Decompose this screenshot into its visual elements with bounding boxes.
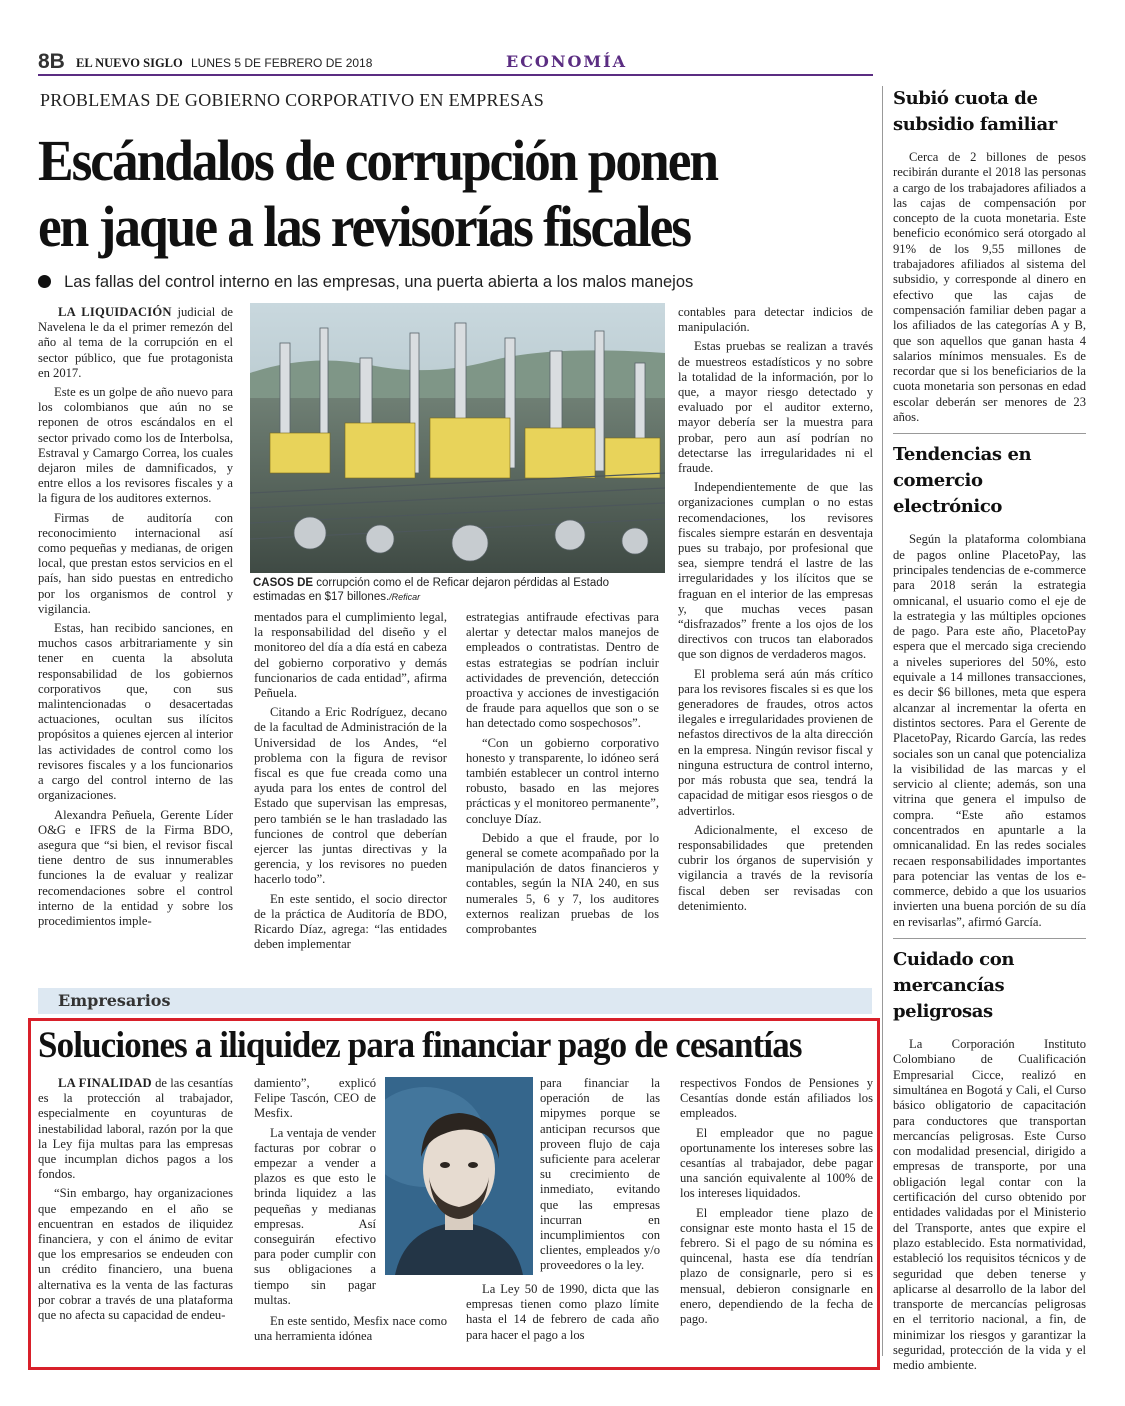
paragraph: respectivos Fondos de Pensiones y Cesantías donde están afiliados los empleados. (680, 1076, 873, 1121)
paragraph: estrategias antifraude efectivas para alertar y detectar malos manejos de empleados o contratistas. Dentro de estas estrategias se podrían incluir actividades de prevención, detección proactiva y acciones de investigación de fraude para aquellos que son o se han detectado como sospechosos”. (466, 610, 659, 731)
sidebar-divider (882, 86, 883, 1356)
paragraph: contables para detectar indicios de manipulación. (678, 305, 873, 335)
issue-date: LUNES 5 DE FEBRERO DE 2018 (191, 56, 373, 70)
sidebar-brief-text: La Corporación Instituto Colombiano de Cualificación Empresarial Cicce, realizó en simultánea en Bogotá y Cali, el Curso básico obligatorio de capacitación para conductores que transportan mercancías peligrosas. Este Curso con modalidad presencial, dirigido a empresas de transporte, por una obligación legal contar con la certificación del curso obtenido por entidades validadas por el Ministerio del Transporte, antes que expire el plazo establecido. Esta normatividad, estableció los requisitos técnicos y de seguridad que deben tenerse y aplicarse al desarrollo de la labor del transporte de mercancías peligrosas en el territorio nacional, a fin, de minimizar los riesgos y garantizar la seguridad, protección de la vida y el medio ambiente. (893, 1037, 1086, 1373)
paragraph: La Ley 50 de 1990, dicta que las empresas tienen como plazo límite hasta el 14 de febrero de cada año para hacer el pago a los (466, 1282, 659, 1342)
photo-credit: /Reficar (389, 592, 421, 602)
header-rule (38, 74, 873, 76)
article-kicker: PROBLEMAS DE GOBIERNO CORPORATIVO EN EMPRESAS (40, 90, 545, 110)
section-band (38, 988, 872, 1014)
paragraph: mentados para el cumplimiento legal, la responsabilidad del diseño y el monitoreo del día a día está en cabeza del gobierno corporativo y demás funcionarios de cada entidad”, afirma Peñuela. (254, 610, 447, 701)
paragraph: El empleador tiene plazo de consignar este monto hasta el 15 de febrero. Si el pago de su nómina es quincenal, hasta ese día tendrían plazo de consignarle, pero si es mensual, debieron consignarle en enero, dependiendo de la fecha de pago. (680, 1205, 873, 1327)
paragraph: Estas, han recibido sanciones, en muchos casos arbitrariamente y sin tener en cuenta la absoluta responsabilidad de los gobiernos corporativos que, con sus malintencionadas o desacertadas actuaciones, ocultan sus ilícitos propósitos a quienes ejercen al interior las actividades de control como los revisores fiscales y a los funcionarios a cargo del control interno de las organizaciones. (38, 621, 233, 803)
paragraph: Independientemente de que las organizaciones cumplan o no estas recomendaciones, los revisores fiscales siempre estarán en desventaja pues su trabajo, por profesional que sea, siempre tendrá el lastre de las irregularidades y los ilícitos que se fraguan en el interior de las empresas y, que muchas veces pasan “disfrazados” frente a los ojos de los directivos con trucos tan elaborados que son dignos de verdaderos magos. (678, 480, 873, 662)
sidebar-brief (893, 86, 1086, 425)
paragraph: Este es un golpe de año nuevo para los colombianos que aún no se reponen de otros escándalos en el sector privado como los de Interbolsa, Estraval y Camargo Correa, los cuales dejaron miles de damnificados, y entre ellos a los revisores fiscales y a la figura de los auditores externos. (38, 385, 233, 506)
bottom-column-3-bottom (466, 1282, 659, 1354)
sidebar (893, 86, 1086, 1382)
sidebar-separator (893, 938, 1086, 939)
paragraph: LA LIQUIDACIÓN judicial de Navelena le da el primer remezón del año al tema de la corrupción en el sector público, que fue protagonista en 2017. (38, 305, 233, 380)
sidebar-brief-text: Según la plataforma colombiana de pagos online PlacetoPay, las principales tendencias de e-commerce para 2018 serán la estrategia omnicanal, el usuario como el eje de la estrategia y las múltiples opciones de pago. Para este año, PlacetoPay espera que el mercado siga creciendo a niveles superiores del 50%, esto equivale a 14 millones transacciones, es decir $6 billones, meta que espera alcanzar al incrementar la oferta en distintos sectores. Para el Gerente de PlacetoPay, Ricardo García, las redes sociales son un canal que potencializa la visibilidad de las marcas y el servicio al cliente; además, son una vitrina que genera el impulso de compra. “Este año estamos concentrados en apuntarle a la omnicanalidad. En las redes sociales recaen responsabilidades importantes para potenciar las ventas de los e-commerce, debido a que los usuarios invierten una buena porción de su día en revisarlas”, afirmó García. (893, 532, 1086, 929)
photo-caption: CASOS DE corrupción como el de Reficar dejaron pérdidas al Estado estimadas en $17 billones./Reficar (253, 577, 610, 603)
sidebar-brief (893, 442, 1086, 930)
paragraph: para financiar la operación de las mipymes porque se anticipan recursos que proveen flujo de caja suficiente para acelerar su crecimiento de inmediato, evitando que las empresas incurran en incumplimientos con clientes, empleados y/o proveedores o la ley. (540, 1076, 660, 1273)
article-title-line1: Escándalos de corrupción ponen (38, 128, 718, 193)
bottom-column-3-top (540, 1076, 660, 1286)
sidebar-brief-title: Subió cuota de subsidio familiar (893, 88, 1057, 135)
paragraph: En este sentido, el socio director de la práctica de Auditoría de BDO, Ricardo Díaz, agrega: “las entidades deben implementar (254, 891, 447, 952)
lead-in: LA FINALIDAD (58, 1076, 152, 1090)
paragraph: El problema será aún más crítico para los revisores fiscales si es que los generadores de fraudes, otros actos ilegales e irregularidades provienen de nefastos directivos de la alta dirección en la empresa. Ningún revisor fiscal y ninguna estructura de control interno, por más robusta que sea, tendrá la capacidad de mitigar esos riesgos o de advertirlos. (678, 666, 873, 818)
paragraph: “Con un gobierno corporativo honesto y transparente, lo idóneo será también establecer un control interno robusto, basado en las mejores prácticas y el monitoreo permanente”, concluye Díaz. (466, 735, 659, 826)
paragraph: Adicionalmente, el exceso de responsabilidades que pretenden cubrir los órganos de supervisión y vigilancia a través de la revisoría fiscal deben ser revisadas con detenimiento. (678, 822, 873, 913)
paragraph: El empleador que no pague oportunamente los intereses sobre las cesantías al trabajador, debe pagar una sanción equivalente al 100% de los intereses liquidados. (680, 1125, 873, 1201)
paragraph: Citando a Eric Rodríguez, decano de la facultad de Administración de la Universidad de los Andes, “el problema con la figura de revisor fiscal es que fue creada como una ayuda para los entes de control del Estado que supervisan las empresas, pero también se le han trasladado las funciones de control que deberían ejercer las juntas directivas y la gerencia, y los revisores no pueden hacerlo todo”. (254, 705, 447, 887)
bottom-column-1 (38, 1076, 233, 1356)
article-column-1 (38, 305, 233, 975)
ceo-portrait (385, 1077, 533, 1275)
paper-name: EL NUEVO SIGLO (76, 56, 183, 70)
section-band-label: Empresarios (58, 991, 171, 1010)
paragraph: damiento”, explicó Felipe Tascón, CEO de Mesfix. (254, 1076, 376, 1121)
paragraph: “Sin embargo, hay organizaciones que empezando en el año se encuentran en estados de iliquidez financiera, y con el ánimo de evitar que los empresarios se endeuden con un crédito financiero, una buena alternativa es la venta de las facturas por cobrar a través de una plataforma que no afecta su capacidad de endeu- (38, 1186, 233, 1323)
paragraph: La ventaja de vender facturas por cobrar o empezar a vender a plazos es que esto le brinda liquidez a las pequeñas y medianas empresas. Así conseguirán efectivo para poder cumplir con sus obligaciones a tiempo sin pagar multas. (254, 1125, 376, 1307)
bottom-title: Soluciones a iliquidez para financiar pago de cesantías (38, 1025, 802, 1066)
paragraph: Debido a que el fraude, por lo general se comete acompañado por la manipulación de datos financieros y contables, según la NIA 240, en sus numerales 5, 6 y 7, los auditores externos realizan pruebas de los comprobantes (466, 830, 659, 937)
bullet-icon (38, 275, 51, 288)
article-column-4 (678, 305, 873, 980)
paragraph: LA FINALIDAD de las cesantías es la protección al trabajador, especialmente en coyunturas de inestabilidad laboral, razón por la que la Ley fija multas para las empresas que incumplan dichos pagos a los fondos. (38, 1076, 233, 1182)
article-title-line2: en jaque a las revisorías fiscales (38, 194, 690, 259)
refinery-photo (250, 303, 665, 573)
bottom-column-2-bottom (254, 1314, 447, 1354)
paragraph: Estas pruebas se realizan a través de muestreos estadísticos y no sobre la totalidad de la información, por lo que, a mayor riesgo detectado y evaluado por el auditor externo, mayor debería ser la muestra para probar, pero aun así podrían no detectarse las irregularidades ni el fraude. (678, 339, 873, 476)
paragraph: Firmas de auditoría con reconocimiento internacional así como pequeñas y medianas, de origen local, que prestan estos servicios en el país, han sido puestas en entredicho por los organismos de control y vigilancia. (38, 510, 233, 616)
paragraph: En este sentido, Mesfix nace como una herramienta idónea (254, 1314, 447, 1344)
refinery-image (250, 303, 665, 573)
article-column-2 (254, 610, 447, 980)
sidebar-brief-text: Cerca de 2 billones de pesos recibirán durante el 2018 las personas a cargo de los trabajadores afiliados a las cajas de compensación por concepto de la cuota monetaria. Este beneficio económico será otorgado al 91% de los 9,55 millones de trabajadores afiliados al sistema del subsidio, y corresponde al dinero en efectivo que las cajas de compensación familiar deben pagar a los afiliados de las categorías A y B, que son aquellos que ganan hasta 4 salarios mínimos mensuales. Es de recordar que si los beneficiarios de la cuota monetaria son personas en edad escolar deberán ser menores de 23 años. (893, 150, 1086, 425)
page-number: 8B (38, 50, 65, 73)
article-column-3 (466, 610, 659, 980)
paragraph: Alexandra Peñuela, Gerente Líder O&G e IFRS de la Firma BDO, asegura que “si bien, el revisor fiscal tiene dentro de sus innumerables funciones la de evaluar y realizar recomendaciones sobre el control interno de la entidad y sobre los procedimientos imple- (38, 807, 233, 928)
bottom-column-2-top (254, 1076, 376, 1307)
page-header (38, 50, 873, 74)
person-photo (385, 1077, 533, 1275)
bottom-column-4 (680, 1076, 873, 1356)
sidebar-brief (893, 947, 1086, 1374)
article-subtitle: Las fallas del control interno en las empresas, una puerta abierta a los malos manejos (38, 272, 858, 292)
sidebar-brief-title: Tendencias en comercio electrónico (893, 444, 1032, 518)
sidebar-brief-title: Cuidado con mercancías peligrosas (893, 949, 1015, 1023)
sidebar-separator (893, 433, 1086, 434)
article-title (38, 128, 717, 260)
section-name: ECONOMÍA (506, 52, 628, 71)
lead-in: LA LIQUIDACIÓN (58, 305, 172, 319)
